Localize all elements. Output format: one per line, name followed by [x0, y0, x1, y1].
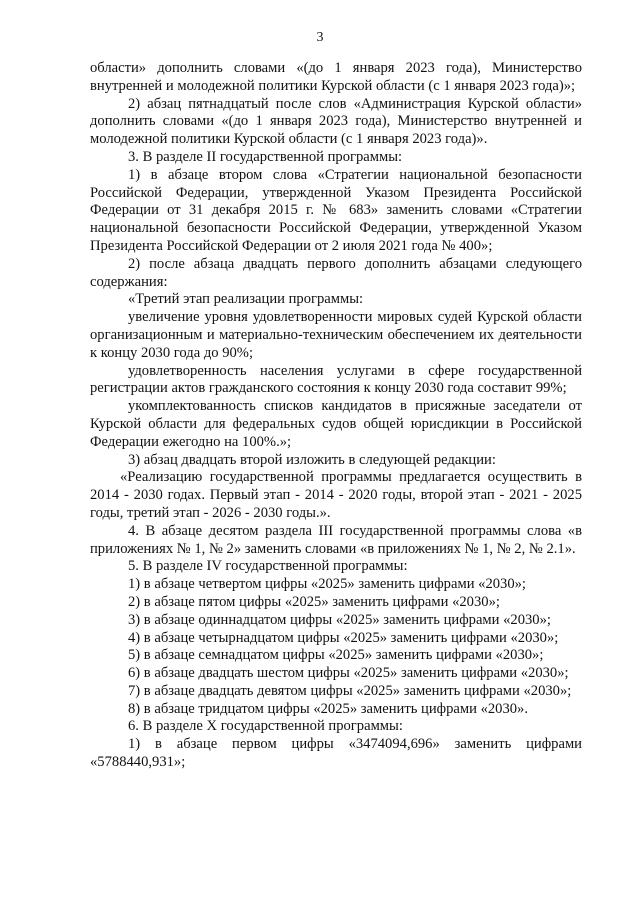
paragraph: 3) абзац двадцать второй изложить в следующей редакции: — [128, 451, 496, 468]
paragraph: 1) в абзаце втором слова «Стратегии национальной безопасности Российской Федерации, утвержденной Указом Президента Российской Федерации от 31 декабря 2015 г. № 683» заменить словами «Стратегии национальной безопасности Российской Федерации, утвержденной Указом Президента Российской Федерации от 2 июля 2021 года № 400»; — [90, 166, 582, 254]
paragraph: 1) в абзаце первом цифры «3474094,696» заменить цифрами «5788440,931»; — [90, 736, 582, 771]
paragraph: 8) в абзаце тридцатом цифры «2025» заменить цифрами «2030». — [128, 700, 528, 717]
paragraph: 4. В абзаце десятом раздела III государственной программы слова «в приложениях № 1, № 2» заменить словами «в приложениях № 1, № 2, № 2.1». — [90, 522, 582, 557]
paragraph: удовлетворенность населения услугами в сфере государственной регистрации актов гражданского состояния к концу 2030 года составит 99%; — [90, 362, 582, 397]
paragraph: укомплектованность списков кандидатов в присяжные заседатели от Курской области для федеральных судов общей юрисдикции в Российской Федерации ежегодно на 100%.»; — [90, 398, 582, 450]
paragraph: «Реализацию государственной программы предлагается осуществить в 2014 - 2030 годах. Первый этап - 2014 - 2020 годы, второй этап - 2021 - 2025 годы, третий этап - 2026 - 2030 годы.». — [90, 469, 582, 521]
paragraph: «Третий этап реализации программы: — [128, 291, 364, 308]
document-body — [90, 60, 582, 772]
paragraph: увеличение уровня удовлетворенности мировых судей Курской области организационным и материально-техническим обеспечением их деятельности к концу 2030 года до 90%; — [90, 309, 582, 361]
page-number: 3 — [316, 30, 324, 45]
paragraph: 6. В разделе X государственной программы: — [128, 718, 403, 735]
paragraph: 6) в абзаце двадцать шестом цифры «2025» заменить цифрами «2030»; — [128, 665, 569, 682]
paragraph: 2) после абзаца двадцать первого дополнить абзацами следующего содержания: — [90, 255, 582, 290]
paragraph: 5) в абзаце семнадцатом цифры «2025» заменить цифрами «2030»; — [128, 647, 544, 664]
paragraph: 3. В разделе II государственной программы: — [128, 148, 403, 165]
paragraph: 3) в абзаце одиннадцатом цифры «2025» заменить цифрами «2030»; — [128, 611, 551, 628]
paragraph: области» дополнить словами «(до 1 января 2023 года), Министерство внутренней и молодежной политики Курской области (с 1 января 2023 года)»; — [90, 60, 582, 94]
paragraph: 1) в абзаце четвертом цифры «2025» заменить цифрами «2030»; — [128, 576, 526, 593]
paragraph: 7) в абзаце двадцать девятом цифры «2025» заменить цифрами «2030»; — [128, 682, 572, 699]
paragraph: 2) в абзаце пятом цифры «2025» заменить цифрами «2030»; — [128, 593, 500, 610]
paragraph: 4) в абзаце четырнадцатом цифры «2025» заменить цифрами «2030»; — [128, 629, 559, 646]
paragraph: 5. В разделе IV государственной программы: — [128, 558, 408, 575]
paragraph: 2) абзац пятнадцатый после слов «Администрация Курской области» дополнить словами «(до 1 января 2023 года), Министерство внутренней и молодежной политики Курской области (с 1 января 2023 года)». — [90, 95, 582, 148]
